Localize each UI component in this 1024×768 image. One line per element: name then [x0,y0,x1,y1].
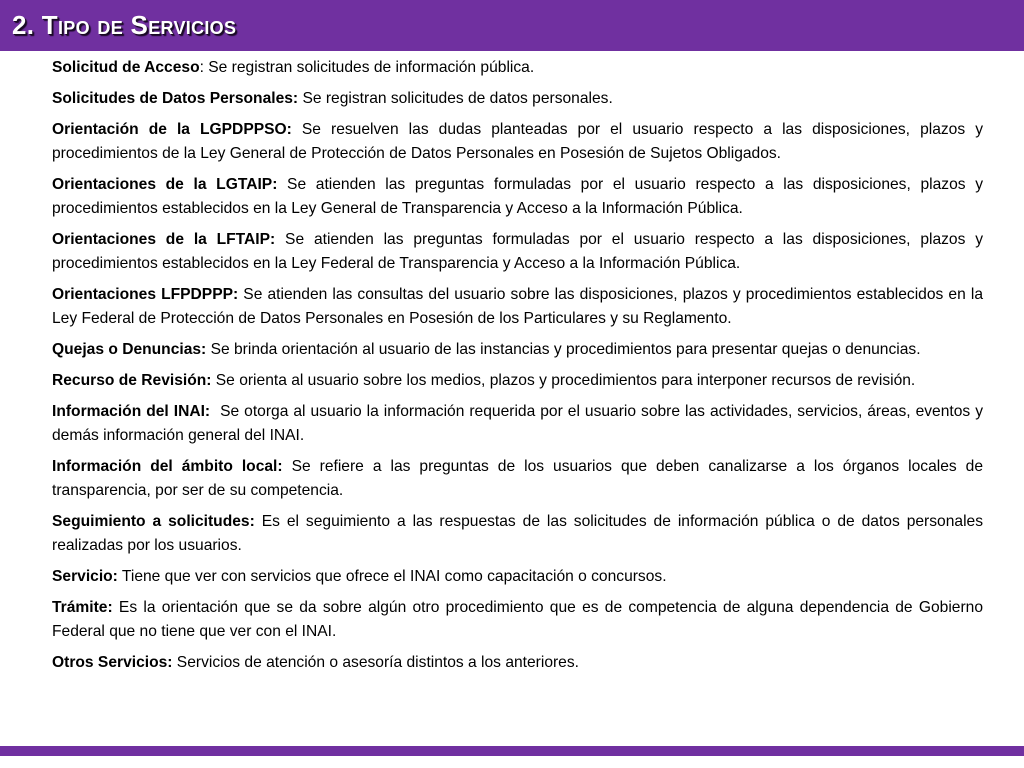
service-description: Se atienden las preguntas formuladas por el usuario respecto a las disposiciones, plazos y procedimientos establecidos en la Ley Federal de Transparencia y Acceso a la Información Pública. [52,231,983,272]
service-item [52,510,983,558]
service-item [52,400,988,448]
service-item [52,228,983,276]
service-description: Se resuelven las dudas planteadas por el usuario respecto a las disposiciones, plazos y procedimientos de la Ley General de Protección de Datos Personales en Posesión de Sujetos Obligados. [52,121,983,162]
service-description: Se atienden las consultas del usuario sobre las disposiciones, plazos y procedimientos establecidos en la Ley Federal de Protección de Datos Personales en Posesión de los Particulares y su Reglamento. [52,286,983,327]
service-description: Se atienden las preguntas formuladas por el usuario respecto a las disposiciones, plazos y procedimientos establecidos en la Ley General de Transparencia y Acceso a la Información Pública. [52,176,984,217]
service-term: Otros Servicios: [52,654,173,671]
service-description: Se refiere a las preguntas de los usuarios que deben canalizarse a los órganos locales de transparencia, por ser de su competencia. [52,458,984,499]
service-description: Es el seguimiento a las respuestas de las solicitudes de información pública o de datos personales realizadas por los usuarios. [52,513,983,554]
service-term: Orientaciones LFPDPPP: [52,286,239,303]
service-item [52,173,983,221]
service-description: Servicios de atención o asesoría distintos a los anteriores. [172,654,579,671]
service-term: Orientaciones de la LFTAIP: [52,231,276,248]
service-description: Se registran solicitudes de datos personales. [298,90,613,107]
service-term: Servicio: [52,568,118,585]
service-description: Se brinda orientación al usuario de las instancias y procedimientos para presentar quejas o denuncias. [206,341,921,358]
service-item [52,118,983,166]
service-term: Información del INAI: [52,403,211,420]
service-item [52,565,983,589]
service-description: : Se registran solicitudes de información pública. [199,59,535,76]
service-term: Orientación de la LGPDPPSO: [52,121,292,138]
service-description: Tiene que ver con servicios que ofrece el INAI como capacitación o concursos. [117,568,667,585]
service-term: Recurso de Revisión: [52,372,212,389]
service-item [52,455,983,503]
slide-title: 2. Tipo de Servicios [12,10,237,40]
service-description: Es la orientación que se da sobre algún otro procedimiento que es de competencia de alguna dependencia de Gobierno Federal que no tiene que ver con el INAI. [52,599,983,640]
service-term: Trámite: [52,599,113,616]
service-description: Se otorga al usuario la información requerida por el usuario sobre las actividades, servicios, áreas, eventos y demás información general del INAI. [52,403,988,444]
service-item [52,651,983,675]
service-term: Solicitudes de Datos Personales: [52,90,299,107]
service-description: Se orienta al usuario sobre los medios, plazos y procedimientos para interponer recursos de revisión. [211,372,916,389]
footer-bar [0,746,1024,756]
service-term: Orientaciones de la LGTAIP: [52,176,278,193]
service-item [52,87,983,111]
title-bar [0,0,1024,51]
service-item [52,338,983,362]
service-item [52,56,983,80]
service-item [52,283,983,331]
service-term: Solicitud de Acceso [52,59,200,76]
service-item [52,596,983,644]
services-list [52,56,988,682]
service-term: Seguimiento a solicitudes: [52,513,255,530]
service-term: Quejas o Denuncias: [52,341,207,358]
service-item [52,369,983,393]
service-term: Información del ámbito local: [52,458,283,475]
